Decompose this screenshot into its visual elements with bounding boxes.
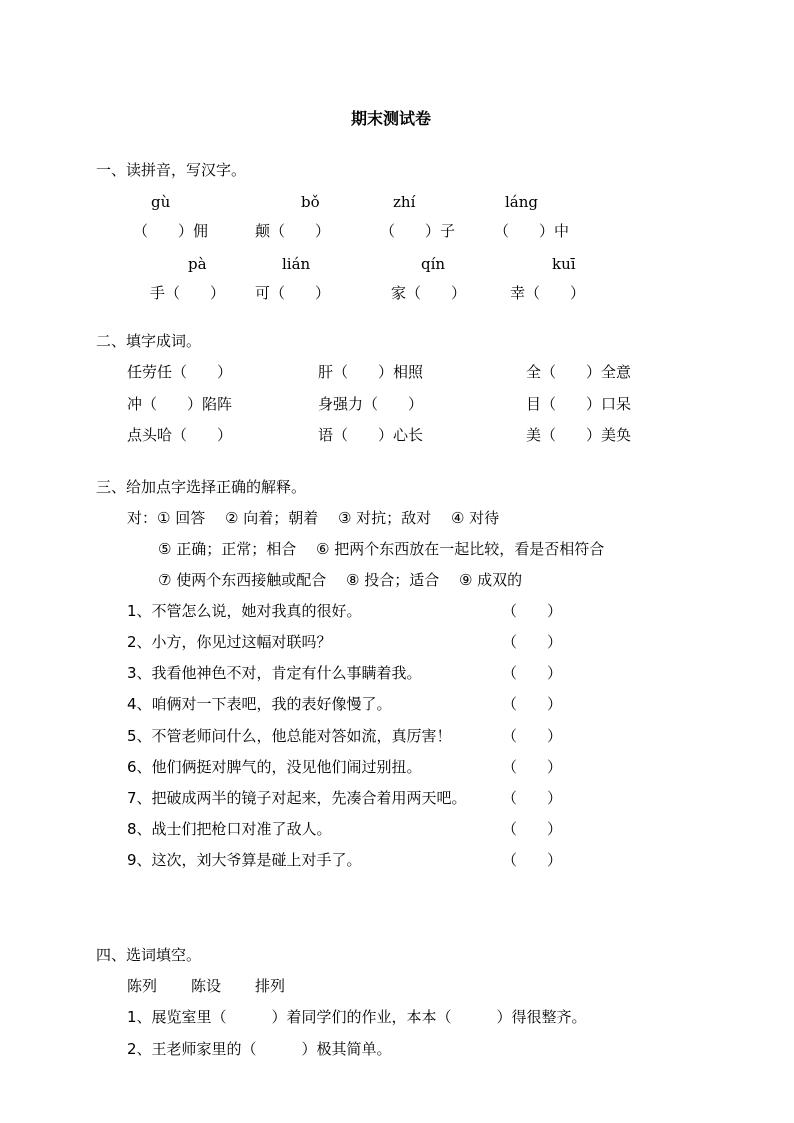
fill-question-2[interactable]: 2、王老师家里的（ ）极其简单。 bbox=[127, 1040, 392, 1058]
answer-blank[interactable]: （ ） bbox=[502, 664, 563, 682]
word-blank-6[interactable]: 可（ ） bbox=[255, 284, 331, 302]
question-item: 5、不管老师问什么，他总能对答如流，真厉害！ bbox=[127, 727, 452, 745]
answer-blank[interactable]: （ ） bbox=[502, 758, 563, 776]
idiom-blank-9[interactable]: 美（ ）美奂 bbox=[526, 426, 632, 444]
answer-blank[interactable]: （ ） bbox=[502, 727, 563, 745]
answer-blank[interactable]: （ ） bbox=[502, 851, 563, 869]
pinyin-lang: láng bbox=[505, 193, 539, 211]
fill-question-1[interactable]: 1、展览室里（ ）着同学们的作业，本本（ ）得很整齐。 bbox=[127, 1008, 587, 1026]
word-choice-1: 陈列 bbox=[127, 977, 158, 995]
answer-blank[interactable]: （ ） bbox=[502, 695, 563, 713]
section-2-heading: 二、填字成词。 bbox=[96, 332, 202, 350]
section-4-heading: 四、选词填空。 bbox=[96, 946, 202, 964]
word-blank-5[interactable]: 手（ ） bbox=[150, 284, 226, 302]
pinyin-pa: pà bbox=[188, 255, 207, 273]
section-1-heading: 一、读拼音，写汉字。 bbox=[96, 161, 247, 179]
idiom-blank-6[interactable]: 目（ ）口呆 bbox=[526, 395, 632, 413]
idiom-blank-7[interactable]: 点头哈（ ） bbox=[127, 426, 233, 444]
question-item: 6、他们俩挺对脾气的，没见他们闹过别扭。 bbox=[127, 758, 422, 776]
answer-blank[interactable]: （ ） bbox=[502, 789, 563, 807]
definition-line-2: ⑤ 正确；正常；相合 ⑥ 把两个东西放在一起比较，看是否相符合 bbox=[158, 540, 605, 558]
question-item: 2、小方，你见过这幅对联吗？ bbox=[127, 633, 332, 651]
question-item: 9、这次，刘大爷算是碰上对手了。 bbox=[127, 851, 362, 869]
answer-blank[interactable]: （ ） bbox=[502, 633, 563, 651]
word-choice-3: 排列 bbox=[255, 977, 286, 995]
question-item: 1、不管怎么说，她对我真的很好。 bbox=[127, 602, 362, 620]
pinyin-gu: gù bbox=[151, 193, 171, 211]
word-blank-7[interactable]: 家（ ） bbox=[391, 284, 467, 302]
answer-blank[interactable]: （ ） bbox=[502, 602, 563, 620]
answer-blank[interactable]: （ ） bbox=[502, 820, 563, 838]
definition-line-3: ⑦ 使两个东西接触或配合 ⑧ 投合；适合 ⑨ 成双的 bbox=[158, 571, 523, 589]
word-choice-2: 陈设 bbox=[191, 977, 222, 995]
pinyin-bo: bǒ bbox=[301, 193, 320, 211]
word-blank-1[interactable]: （ ）佣 bbox=[133, 222, 209, 240]
pinyin-zhi: zhí bbox=[393, 193, 416, 211]
page-title: 期末测试卷 bbox=[351, 109, 432, 128]
word-blank-8[interactable]: 幸（ ） bbox=[510, 284, 586, 302]
word-blank-4[interactable]: （ ）中 bbox=[494, 222, 570, 240]
idiom-blank-3[interactable]: 全（ ）全意 bbox=[526, 363, 632, 381]
idiom-blank-4[interactable]: 冲（ ）陷阵 bbox=[127, 395, 233, 413]
question-item: 7、把破成两半的镜子对起来，先凑合着用两天吧。 bbox=[127, 789, 467, 807]
section-3-heading: 三、给加点字选择正确的解释。 bbox=[96, 478, 307, 496]
idiom-blank-2[interactable]: 肝（ ）相照 bbox=[318, 363, 424, 381]
definition-line-1: 对：① 回答 ② 向着；朝着 ③ 对抗；敌对 ④ 对待 bbox=[127, 509, 500, 527]
idiom-blank-1[interactable]: 任劳任（ ） bbox=[127, 363, 233, 381]
question-item: 4、咱俩对一下表吧，我的表好像慢了。 bbox=[127, 695, 392, 713]
pinyin-qin: qín bbox=[421, 255, 446, 273]
word-blank-3[interactable]: （ ）子 bbox=[380, 222, 456, 240]
idiom-blank-5[interactable]: 身强力（ ） bbox=[318, 395, 424, 413]
question-item: 3、我看他神色不对，肯定有什么事瞒着我。 bbox=[127, 664, 422, 682]
pinyin-lian: lián bbox=[282, 255, 311, 273]
question-item: 8、战士们把枪口对准了敌人。 bbox=[127, 820, 332, 838]
idiom-blank-8[interactable]: 语（ ）心长 bbox=[318, 426, 424, 444]
word-blank-2[interactable]: 颠（ ） bbox=[255, 222, 331, 240]
pinyin-kui: kuī bbox=[552, 255, 576, 273]
